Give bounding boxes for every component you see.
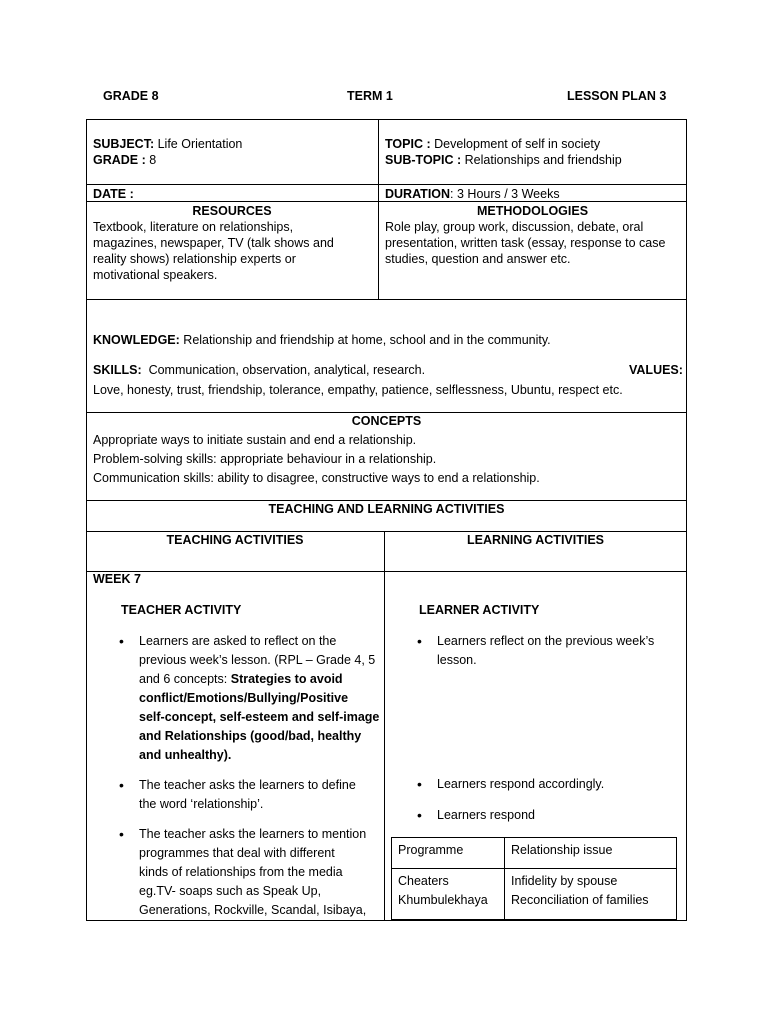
list-item: • Learners reflect on the previous week’s lesson. (417, 633, 655, 667)
grade-line (93, 152, 156, 168)
methodologies-title: METHODOLOGIES (476, 204, 589, 218)
teacher-activity-list (93, 632, 383, 920)
bullet-icon: • (119, 633, 124, 649)
topic-label: TOPIC : (385, 137, 431, 151)
duration-label: DURATION (385, 187, 451, 201)
list-item: • The teacher asks the learners to mention programmes that deal with different kinds of relationships from the media eg.TV- soaps such as Speak Up, Generations, Rockville, Scandal, Isibaya, (119, 826, 367, 917)
table-cell: Cheaters Khumbulekhaya (392, 869, 505, 920)
subtopic-label: SUB-TOPIC : (385, 153, 462, 167)
programme-table (391, 837, 677, 920)
subject-value: Life Orientation (157, 137, 243, 151)
table-cell: Infidelity by spouse Reconciliation of families (505, 869, 677, 920)
table-header-cell: Relationship issue (505, 838, 677, 869)
topic-value: Development of self in society (434, 137, 601, 151)
teacher-activity-heading: TEACHER ACTIVITY (121, 603, 242, 617)
knowledge-label: KNOWLEDGE: (93, 333, 180, 347)
week-label: WEEK 7 (93, 572, 141, 586)
values-text: Love, honesty, trust, friendship, tolerance, empathy, patience, selflessness, Ubuntu, respect etc. (93, 383, 623, 397)
table-row (392, 838, 677, 869)
term-heading: TERM 1 (347, 89, 393, 103)
subject-label: SUBJECT: (93, 137, 155, 151)
subject-line (93, 136, 242, 152)
list-item: • Learners respond (417, 807, 535, 823)
bullet-icon: • (417, 807, 422, 823)
grade-label: GRADE : (93, 153, 146, 167)
table-row (392, 869, 677, 920)
learner-activity-list-2 (391, 775, 681, 825)
knowledge-text: Relationship and friendship at home, school and in the community. (183, 333, 551, 347)
concepts-list: Appropriate ways to initiate sustain and end a relationship. Problem-solving skills: appropriate behaviour in a relationship. Communication skills: ability to disagree, constructive ways to end a relationship. (93, 433, 540, 485)
list-item: • The teacher asks the learners to define the word ‘relationship’. (119, 777, 356, 811)
skills-line (93, 362, 425, 378)
duration-value: : 3 Hours / 3 Weeks (450, 187, 560, 201)
activities-title: TEACHING AND LEARNING ACTIVITIES (268, 502, 505, 516)
lesson-plan-heading: LESSON PLAN 3 (567, 89, 667, 103)
date-label: DATE : (93, 187, 134, 201)
bullet-icon: • (417, 776, 422, 792)
grade-heading: GRADE 8 (103, 89, 159, 103)
list-item: • Learners respond accordingly. (417, 776, 605, 792)
resources-title: RESOURCES (192, 204, 272, 218)
resources-text: Textbook, literature on relationships, magazines, newspaper, TV (talk shows and reality shows) relationship experts or motivational speakers. (93, 220, 334, 282)
skills-text: Communication, observation, analytical, research. (148, 363, 426, 377)
bullet-icon: • (119, 777, 124, 793)
bullet-icon: • (119, 826, 124, 842)
topic-line (385, 136, 600, 152)
table-header-cell: Programme (392, 838, 505, 869)
grade-value: 8 (149, 153, 157, 167)
subtopic-value: Relationships and friendship (464, 153, 622, 167)
learner-activity-heading: LEARNER ACTIVITY (419, 603, 540, 617)
skills-label: SKILLS: (93, 363, 142, 377)
learning-activities-header: LEARNING ACTIVITIES (466, 533, 605, 547)
bullet-icon: • (417, 633, 422, 649)
subtopic-line (385, 152, 622, 168)
teaching-activities-header: TEACHING ACTIVITIES (166, 533, 304, 547)
methodologies-text: Role play, group work, discussion, debate, oral presentation, written task (essay, response to case studies, question and answer etc. (385, 220, 666, 266)
knowledge-line (93, 332, 551, 348)
duration-line (385, 186, 560, 202)
concepts-title: CONCEPTS (351, 414, 422, 428)
learner-activity-list (391, 632, 681, 670)
values-label: VALUES: (629, 363, 683, 377)
list-item: • Learners are asked to reflect on the previous week’s lesson. (RPL – Grade 4, 5 and 6 concepts: Strategies to avoid conflict/Emotions/Bullying/Positive self-concept, self-esteem and self-image and Relationships (good/bad, healthy and unhealthy). (119, 633, 380, 762)
